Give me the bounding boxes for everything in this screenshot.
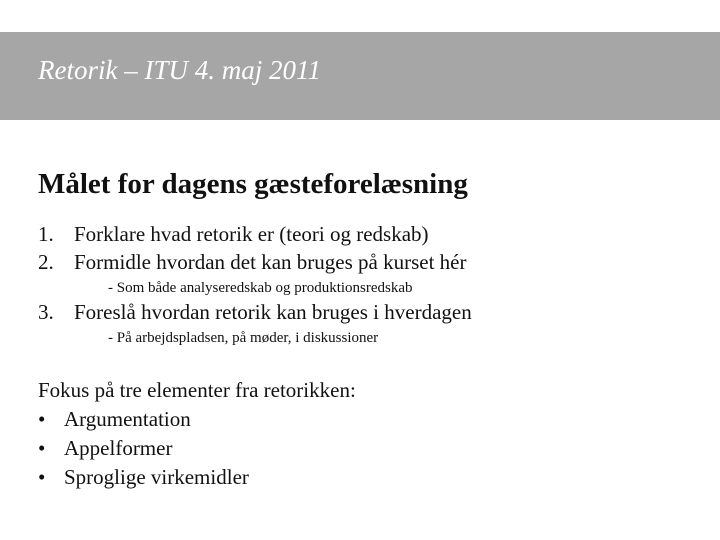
bullet-item bbox=[38, 407, 191, 432]
list-number: 1. bbox=[38, 222, 54, 246]
bullet-text: Sproglige virkemidler bbox=[64, 465, 249, 489]
focus-intro: Fokus på tre elementer fra retorikken: bbox=[38, 378, 356, 402]
list-item-2 bbox=[38, 250, 466, 275]
bullet-icon: • bbox=[38, 436, 46, 460]
slide-heading: Målet for dagens gæsteforelæsning bbox=[38, 168, 468, 200]
list-subtext-3: - På arbejdspladsen, på møder, i diskussioner bbox=[108, 330, 379, 346]
list-text: Foreslå hvordan retorik kan bruges i hverdagen bbox=[74, 300, 472, 324]
bullet-text: Appelformer bbox=[64, 436, 173, 460]
bullet-item bbox=[38, 465, 249, 490]
bullet-icon: • bbox=[38, 465, 46, 489]
header-title: Retorik – ITU 4. maj 2011 bbox=[38, 55, 321, 85]
list-subtext-2: - Som både analyseredskab og produktionsredskab bbox=[108, 280, 413, 296]
list-text: Forklare hvad retorik er (teori og redskab) bbox=[74, 222, 429, 246]
list-number: 3. bbox=[38, 300, 54, 324]
list-item-1 bbox=[38, 222, 429, 247]
bullet-item bbox=[38, 436, 172, 461]
list-text: Formidle hvordan det kan bruges på kurset hér bbox=[74, 250, 467, 274]
bullet-icon: • bbox=[38, 407, 46, 431]
list-number: 2. bbox=[38, 250, 54, 274]
list-item-3 bbox=[38, 300, 472, 325]
bullet-text: Argumentation bbox=[64, 407, 191, 431]
